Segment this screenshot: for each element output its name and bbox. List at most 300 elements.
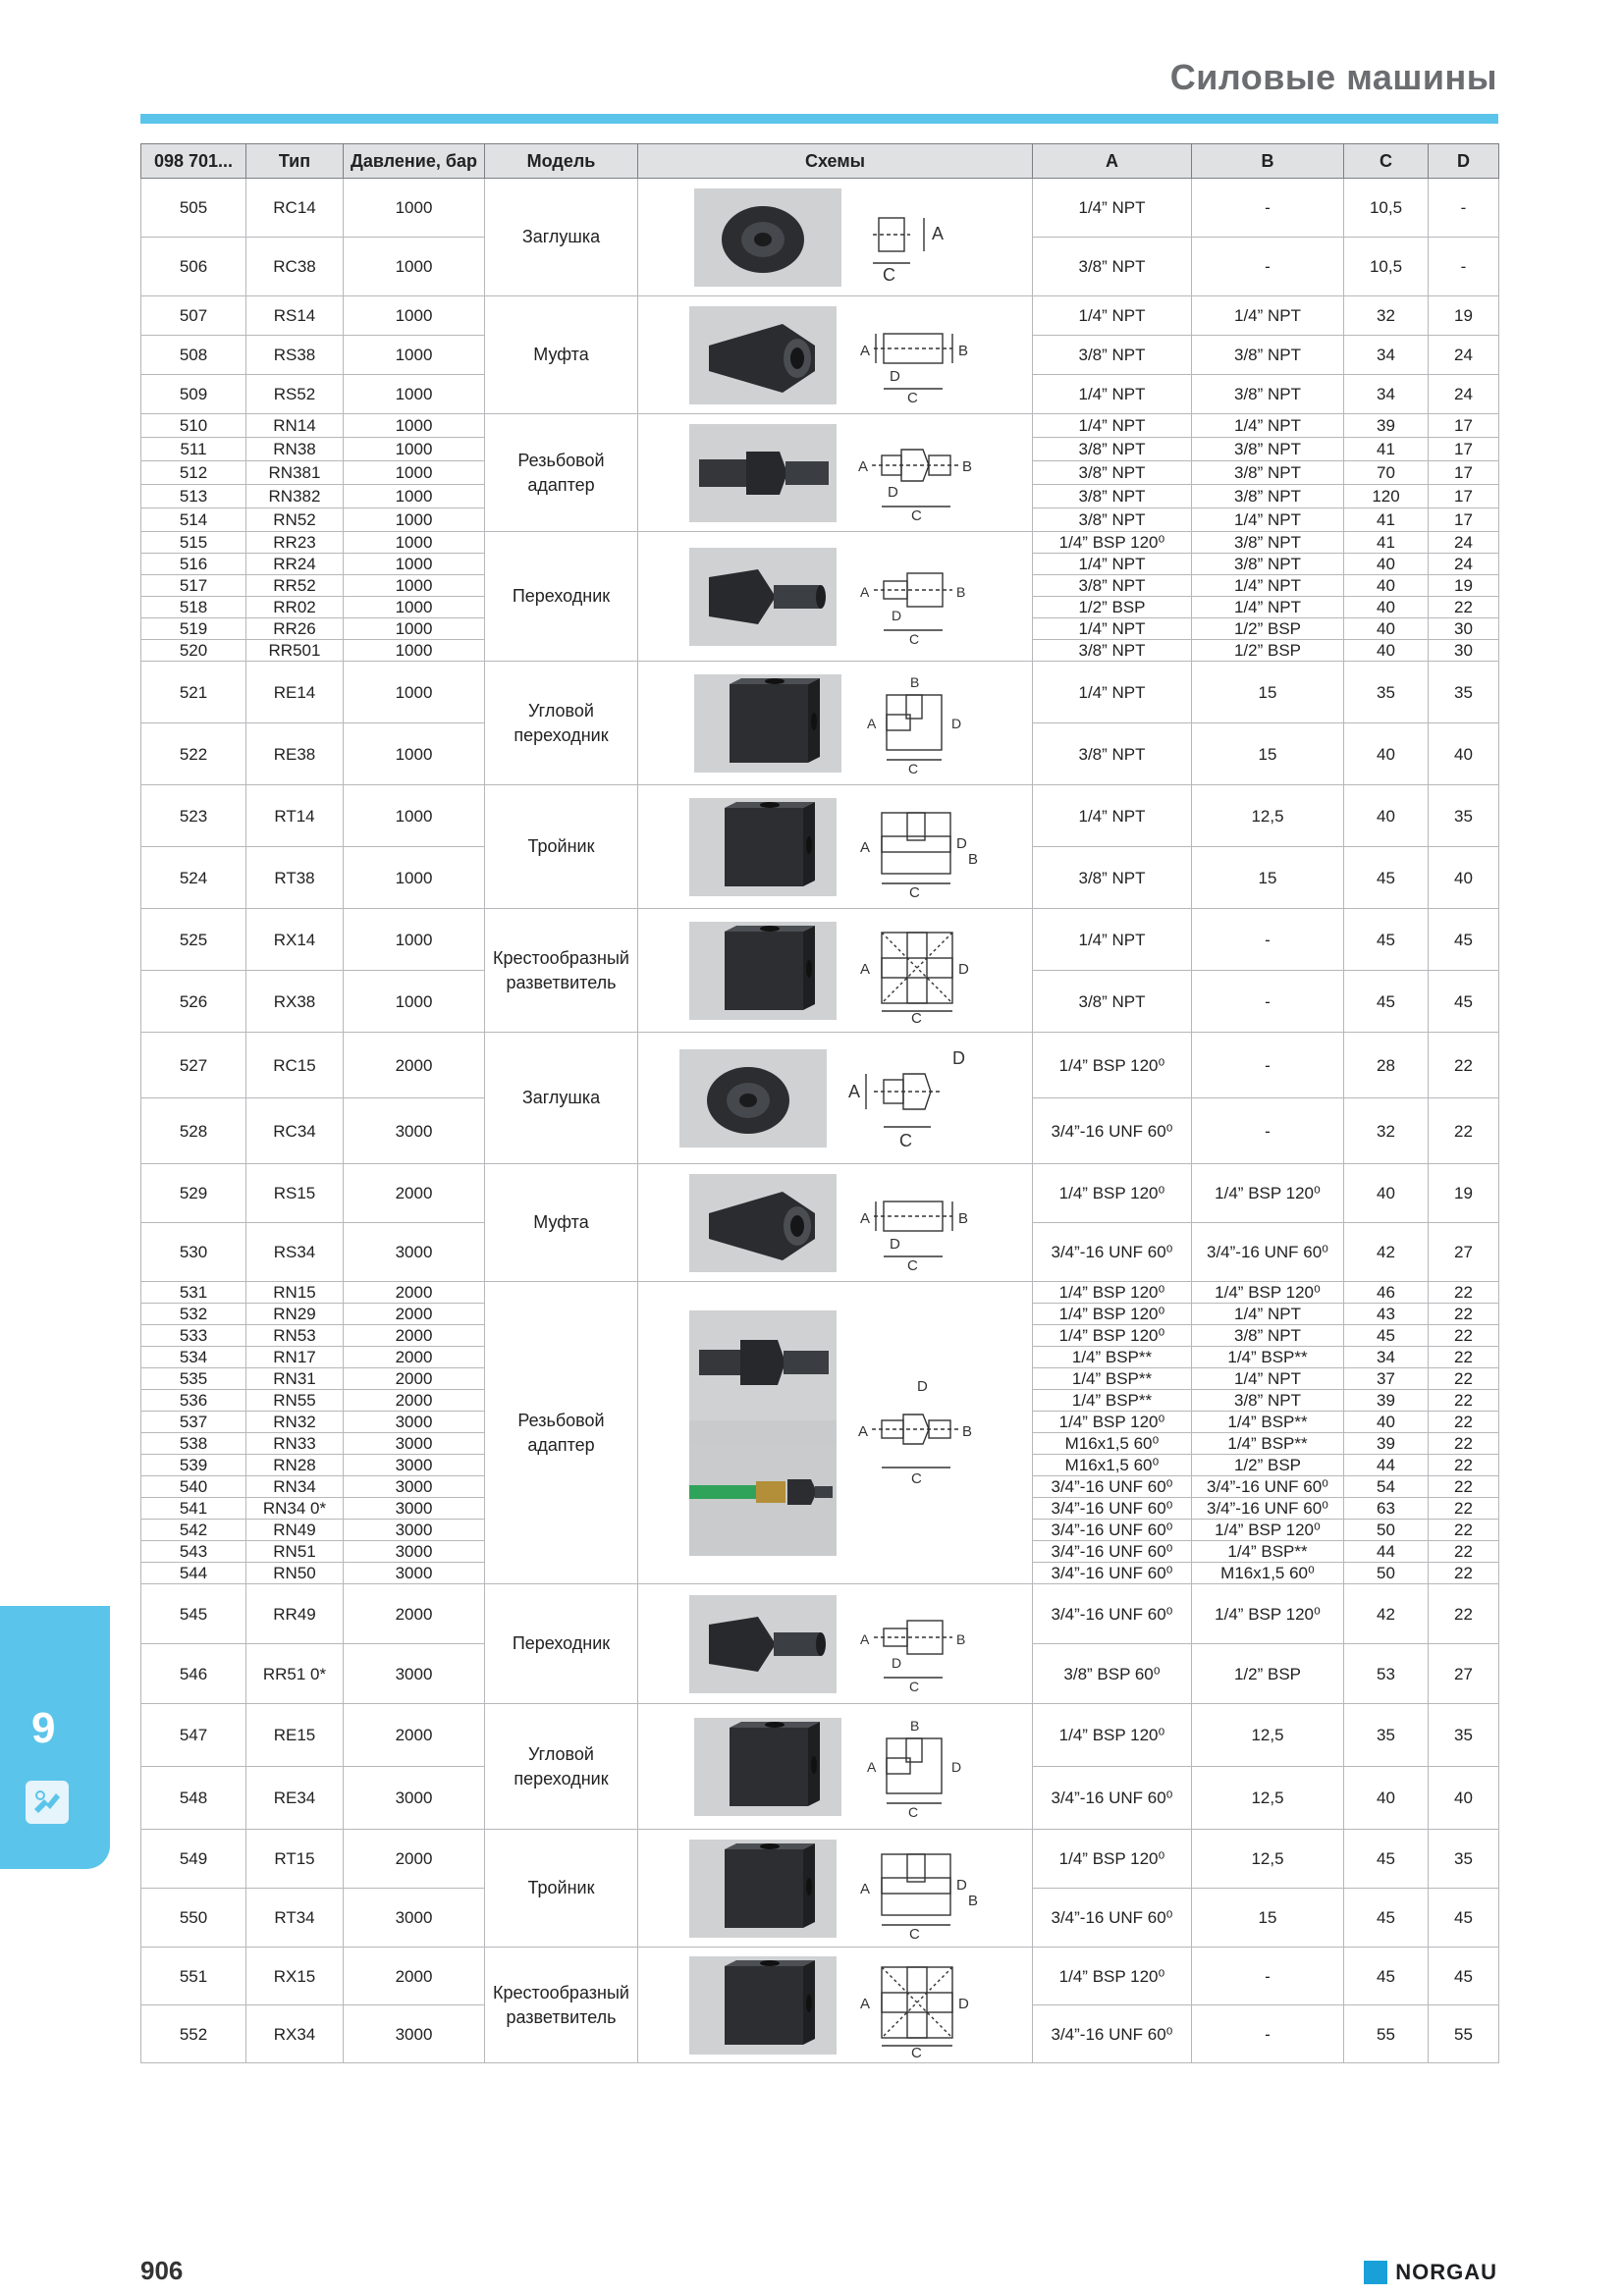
dim-c-cell: 44 — [1344, 1455, 1429, 1476]
type-cell: RS38 — [246, 336, 344, 375]
svg-text:D: D — [955, 834, 967, 852]
dim-c-cell: 41 — [1344, 438, 1429, 461]
dim-b-cell: 3/8” NPT — [1192, 1390, 1344, 1412]
dim-c-cell: 45 — [1344, 1830, 1429, 1889]
dim-b-cell: 12,5 — [1192, 1704, 1344, 1767]
dim-a-cell: 3/4”-16 UNF 60⁰ — [1033, 1563, 1192, 1584]
article-cell: 516 — [141, 554, 246, 575]
type-cell: RE34 — [246, 1767, 344, 1830]
pressure-cell: 3000 — [344, 1498, 485, 1520]
dim-d-cell: 45 — [1429, 909, 1499, 971]
dim-a-cell: 3/4”-16 UNF 60⁰ — [1033, 1498, 1192, 1520]
model-cell: Резьбовой адаптер — [485, 1282, 638, 1584]
dim-a-cell: 1/4” BSP 120⁰ — [1033, 1282, 1192, 1304]
dim-d-cell: 22 — [1429, 1368, 1499, 1390]
type-cell: RR26 — [246, 618, 344, 640]
dim-c-cell: 50 — [1344, 1520, 1429, 1541]
dim-d-cell: 35 — [1429, 785, 1499, 847]
type-cell: RN15 — [246, 1282, 344, 1304]
article-cell: 535 — [141, 1368, 246, 1390]
dim-b-cell: 1/2” BSP — [1192, 618, 1344, 640]
dim-c-cell: 53 — [1344, 1644, 1429, 1704]
dim-b-cell: 1/4” NPT — [1192, 296, 1344, 336]
dim-d-cell: 19 — [1429, 1164, 1499, 1223]
scheme-cell — [638, 1948, 1033, 2063]
dim-a-cell: 3/8” NPT — [1033, 508, 1192, 532]
dim-d-cell: 22 — [1429, 1584, 1499, 1644]
article-cell: 545 — [141, 1584, 246, 1644]
article-cell: 521 — [141, 662, 246, 723]
dim-c-cell: 40 — [1344, 597, 1429, 618]
type-cell: RN38 — [246, 438, 344, 461]
article-cell: 523 — [141, 785, 246, 847]
article-cell: 512 — [141, 461, 246, 485]
dim-d-cell: 35 — [1429, 1830, 1499, 1889]
dim-b-cell: 1/4” BSP** — [1192, 1412, 1344, 1433]
svg-text:C: C — [906, 389, 918, 404]
type-cell: RC14 — [246, 179, 344, 238]
article-cell: 541 — [141, 1498, 246, 1520]
article-cell: 533 — [141, 1325, 246, 1347]
table-row — [141, 1584, 1499, 1644]
pressure-cell: 1000 — [344, 618, 485, 640]
svg-text:A: A — [857, 1422, 868, 1440]
dim-b-cell: 3/8” NPT — [1192, 375, 1344, 414]
pressure-cell: 3000 — [344, 1223, 485, 1282]
type-cell: RR49 — [246, 1584, 344, 1644]
dim-b-cell: 1/4” BSP 120⁰ — [1192, 1520, 1344, 1541]
article-cell: 552 — [141, 2005, 246, 2063]
dim-b-cell: - — [1192, 238, 1344, 296]
dim-c-cell: 39 — [1344, 414, 1429, 438]
pressure-cell: 3000 — [344, 2005, 485, 2063]
dim-a-cell: 1/4” BSP** — [1033, 1368, 1192, 1390]
dim-c-cell: 45 — [1344, 1948, 1429, 2005]
dim-a-cell: 3/8” NPT — [1033, 575, 1192, 597]
dim-d-cell: 45 — [1429, 971, 1499, 1033]
dim-c-cell: 34 — [1344, 1347, 1429, 1368]
dim-d-cell: 17 — [1429, 508, 1499, 532]
dim-a-cell: 3/8” BSP 60⁰ — [1033, 1644, 1192, 1704]
scheme-cell — [638, 1282, 1033, 1584]
scheme-cell — [638, 909, 1033, 1033]
model-cell: Переходник — [485, 1584, 638, 1704]
technical-drawing-icon — [854, 306, 982, 404]
type-cell: RR501 — [246, 640, 344, 662]
article-cell: 551 — [141, 1948, 246, 2005]
type-cell: RS52 — [246, 375, 344, 414]
type-cell: RR02 — [246, 597, 344, 618]
technical-drawing-icon — [854, 793, 982, 901]
dim-b-cell: 1/4” BSP 120⁰ — [1192, 1164, 1344, 1223]
svg-text:B: B — [909, 673, 919, 690]
svg-text:C: C — [910, 507, 922, 522]
dim-d-cell: 22 — [1429, 1563, 1499, 1584]
header-accent-bar — [140, 114, 1498, 124]
dim-c-cell: 40 — [1344, 1164, 1429, 1223]
dim-a-cell: 1/4” NPT — [1033, 179, 1192, 238]
pressure-cell: 1000 — [344, 438, 485, 461]
hydraulic-tool-icon — [26, 1781, 69, 1824]
dim-c-cell: 44 — [1344, 1541, 1429, 1563]
pressure-cell: 3000 — [344, 1476, 485, 1498]
model-cell: Заглушка — [485, 1033, 638, 1164]
scheme-cell — [638, 179, 1033, 296]
model-cell: Муфта — [485, 1164, 638, 1282]
dim-a-cell: 3/4”-16 UNF 60⁰ — [1033, 2005, 1192, 2063]
pressure-cell: 3000 — [344, 1541, 485, 1563]
dim-d-cell: 45 — [1429, 1948, 1499, 2005]
article-cell: 526 — [141, 971, 246, 1033]
dim-a-cell: 1/4” BSP 120⁰ — [1033, 1033, 1192, 1098]
product-photo — [689, 306, 837, 404]
product-photo — [694, 1718, 841, 1816]
dim-a-cell: 3/8” NPT — [1033, 971, 1192, 1033]
table-row — [141, 1830, 1499, 1889]
dim-a-cell: 1/4” BSP 120⁰ — [1033, 1704, 1192, 1767]
svg-text:A: A — [859, 1209, 870, 1227]
dim-b-cell: 1/4” BSP 120⁰ — [1192, 1584, 1344, 1644]
dim-a-cell: 1/4” NPT — [1033, 554, 1192, 575]
dim-c-cell: 120 — [1344, 485, 1429, 508]
article-cell: 542 — [141, 1520, 246, 1541]
dim-a-cell: 1/4” NPT — [1033, 662, 1192, 723]
pressure-cell: 2000 — [344, 1164, 485, 1223]
dim-a-cell: 1/4” NPT — [1033, 296, 1192, 336]
dim-d-cell: 24 — [1429, 532, 1499, 554]
dim-b-cell: 1/4” BSP 120⁰ — [1192, 1282, 1344, 1304]
dim-b-cell: - — [1192, 909, 1344, 971]
table-row — [141, 414, 1499, 438]
dim-a-cell: 3/4”-16 UNF 60⁰ — [1033, 1476, 1192, 1498]
dim-c-cell: 32 — [1344, 296, 1429, 336]
pressure-cell: 2000 — [344, 1704, 485, 1767]
svg-text:D: D — [891, 607, 901, 623]
svg-text:B: B — [967, 1892, 978, 1909]
article-cell: 518 — [141, 597, 246, 618]
dim-a-cell: 1/4” NPT — [1033, 375, 1192, 414]
dim-b-cell: 12,5 — [1192, 785, 1344, 847]
article-cell: 508 — [141, 336, 246, 375]
svg-text:B: B — [961, 1422, 972, 1440]
svg-text:A: A — [859, 1995, 870, 2012]
product-photo — [689, 798, 837, 896]
type-cell: RT38 — [246, 847, 344, 909]
dim-b-cell: 1/4” NPT — [1192, 508, 1344, 532]
pressure-cell: 1000 — [344, 554, 485, 575]
dim-d-cell: 22 — [1429, 1325, 1499, 1347]
type-cell: RN28 — [246, 1455, 344, 1476]
dim-d-cell: 22 — [1429, 1347, 1499, 1368]
dim-d-cell: 40 — [1429, 847, 1499, 909]
svg-text:C: C — [898, 1130, 912, 1150]
dim-c-cell: 41 — [1344, 532, 1429, 554]
pressure-cell: 1000 — [344, 508, 485, 532]
dim-a-cell: 3/8” NPT — [1033, 438, 1192, 461]
dim-b-cell: 12,5 — [1192, 1767, 1344, 1830]
dim-b-cell: 1/2” BSP — [1192, 1455, 1344, 1476]
pressure-cell: 3000 — [344, 1455, 485, 1476]
type-cell: RX14 — [246, 909, 344, 971]
dim-a-cell: 1/4” BSP 120⁰ — [1033, 1830, 1192, 1889]
dim-b-cell: 1/4” BSP** — [1192, 1541, 1344, 1563]
page-title: Силовые машины — [1169, 57, 1497, 97]
type-cell: RN50 — [246, 1563, 344, 1584]
type-cell: RE38 — [246, 723, 344, 785]
pressure-cell: 1000 — [344, 847, 485, 909]
dim-a-cell: 1/4” NPT — [1033, 909, 1192, 971]
fittings-table — [140, 143, 1499, 2063]
dim-a-cell: M16x1,5 60⁰ — [1033, 1433, 1192, 1455]
dim-a-cell: 3/4”-16 UNF 60⁰ — [1033, 1098, 1192, 1164]
pressure-cell: 3000 — [344, 1520, 485, 1541]
scheme-cell — [638, 532, 1033, 662]
dim-a-cell: M16x1,5 60⁰ — [1033, 1455, 1192, 1476]
dim-b-cell: - — [1192, 179, 1344, 238]
type-cell: RN53 — [246, 1325, 344, 1347]
dim-c-cell: 63 — [1344, 1498, 1429, 1520]
svg-text:A: A — [859, 1630, 869, 1647]
dim-c-cell: 40 — [1344, 1412, 1429, 1433]
dim-a-cell: 3/4”-16 UNF 60⁰ — [1033, 1223, 1192, 1282]
pressure-cell: 2000 — [344, 1390, 485, 1412]
product-photo — [689, 1174, 837, 1272]
dim-b-cell: 1/4” NPT — [1192, 1368, 1344, 1390]
article-cell: 548 — [141, 1767, 246, 1830]
product-photo — [689, 1840, 837, 1938]
product-photo — [689, 1595, 837, 1693]
type-cell: RR23 — [246, 532, 344, 554]
scheme-cell — [638, 662, 1033, 785]
dim-c-cell: 42 — [1344, 1584, 1429, 1644]
pressure-cell: 1000 — [344, 971, 485, 1033]
dim-b-cell: 3/8” NPT — [1192, 336, 1344, 375]
dim-b-cell: 3/4”-16 UNF 60⁰ — [1192, 1498, 1344, 1520]
technical-drawing-icon — [854, 1595, 982, 1693]
type-cell: RN33 — [246, 1433, 344, 1455]
pressure-cell: 1000 — [344, 375, 485, 414]
pressure-cell: 1000 — [344, 238, 485, 296]
table-row — [141, 1704, 1499, 1767]
scheme-cell — [638, 785, 1033, 909]
dim-a-cell: 1/4” BSP 120⁰ — [1033, 532, 1192, 554]
dim-a-cell: 3/8” NPT — [1033, 336, 1192, 375]
model-cell: Крестообразный разветвитель — [485, 909, 638, 1033]
type-cell: RN34 0* — [246, 1498, 344, 1520]
dim-d-cell: 22 — [1429, 1033, 1499, 1098]
dim-a-cell: 3/8” NPT — [1033, 485, 1192, 508]
pressure-cell: 1000 — [344, 785, 485, 847]
pressure-cell: 2000 — [344, 1282, 485, 1304]
dim-b-cell: 3/4”-16 UNF 60⁰ — [1192, 1476, 1344, 1498]
product-photo — [694, 674, 841, 773]
article-cell: 534 — [141, 1347, 246, 1368]
dim-c-cell: 41 — [1344, 508, 1429, 532]
dim-c-cell: 40 — [1344, 640, 1429, 662]
dim-b-cell: 15 — [1192, 662, 1344, 723]
dim-a-cell: 3/8” NPT — [1033, 461, 1192, 485]
svg-text:D: D — [889, 367, 900, 385]
technical-drawing-icon — [854, 424, 982, 522]
article-cell: 519 — [141, 618, 246, 640]
technical-drawing-icon — [859, 188, 977, 287]
svg-text:C: C — [908, 1678, 919, 1693]
dim-a-cell: 3/8” NPT — [1033, 640, 1192, 662]
dim-c-cell: 10,5 — [1344, 238, 1429, 296]
scheme-cell — [638, 1830, 1033, 1948]
technical-drawing-icon — [854, 1369, 982, 1497]
type-cell: RT34 — [246, 1889, 344, 1948]
table-row — [141, 1033, 1499, 1098]
technical-drawing-icon — [859, 669, 977, 777]
type-cell: RN29 — [246, 1304, 344, 1325]
type-cell: RE15 — [246, 1704, 344, 1767]
col-header-a: A — [1033, 144, 1192, 179]
dim-c-cell: 45 — [1344, 909, 1429, 971]
svg-text:B: B — [957, 1209, 968, 1227]
dim-b-cell: M16x1,5 60⁰ — [1192, 1563, 1344, 1584]
product-photo — [689, 922, 837, 1020]
dim-b-cell: 1/4” BSP** — [1192, 1347, 1344, 1368]
pressure-cell: 3000 — [344, 1098, 485, 1164]
svg-text:A: A — [866, 715, 876, 731]
col-header-d: D — [1429, 144, 1499, 179]
dim-b-cell: 3/8” NPT — [1192, 554, 1344, 575]
table-row — [141, 1948, 1499, 2005]
dim-d-cell: 22 — [1429, 1520, 1499, 1541]
dim-c-cell: 45 — [1344, 1889, 1429, 1948]
svg-text:C: C — [907, 760, 918, 776]
article-cell: 525 — [141, 909, 246, 971]
brand-logo — [1364, 2260, 1497, 2285]
pressure-cell: 1000 — [344, 532, 485, 554]
model-cell: Тройник — [485, 1830, 638, 1948]
table-header-row — [141, 144, 1499, 179]
pressure-cell: 2000 — [344, 1584, 485, 1644]
dim-b-cell: 15 — [1192, 847, 1344, 909]
pressure-cell: 1000 — [344, 640, 485, 662]
svg-text:A: A — [847, 1081, 860, 1101]
dim-a-cell: 1/4” BSP 120⁰ — [1033, 1948, 1192, 2005]
dim-c-cell: 40 — [1344, 1767, 1429, 1830]
svg-text:C: C — [910, 2044, 922, 2059]
type-cell: RE14 — [246, 662, 344, 723]
dim-d-cell: 22 — [1429, 1282, 1499, 1304]
dim-c-cell: 43 — [1344, 1304, 1429, 1325]
type-cell: RN31 — [246, 1368, 344, 1390]
dim-c-cell: 55 — [1344, 2005, 1429, 2063]
page-number: 906 — [140, 2256, 184, 2285]
table-row — [141, 1164, 1499, 1223]
dim-c-cell: 45 — [1344, 1325, 1429, 1347]
type-cell: RS14 — [246, 296, 344, 336]
type-cell: RN51 — [246, 1541, 344, 1563]
dim-c-cell: 37 — [1344, 1368, 1429, 1390]
model-cell: Переходник — [485, 532, 638, 662]
type-cell: RN52 — [246, 508, 344, 532]
pressure-cell: 3000 — [344, 1412, 485, 1433]
scheme-cell — [638, 1164, 1033, 1282]
dim-b-cell: 1/2” BSP — [1192, 1644, 1344, 1704]
type-cell: RS34 — [246, 1223, 344, 1282]
article-cell: 537 — [141, 1412, 246, 1433]
dim-a-cell: 3/4”-16 UNF 60⁰ — [1033, 1584, 1192, 1644]
svg-text:C: C — [906, 1256, 918, 1272]
article-cell: 539 — [141, 1455, 246, 1476]
dim-d-cell: 30 — [1429, 618, 1499, 640]
dim-c-cell: 10,5 — [1344, 179, 1429, 238]
pressure-cell: 2000 — [344, 1830, 485, 1889]
dim-b-cell: - — [1192, 1948, 1344, 2005]
model-cell: Угловой переходник — [485, 662, 638, 785]
svg-text:C: C — [910, 1469, 922, 1487]
pressure-cell: 1000 — [344, 575, 485, 597]
col-header-pressure: Давление, бар — [344, 144, 485, 179]
svg-text:D: D — [957, 960, 969, 978]
pressure-cell: 3000 — [344, 1433, 485, 1455]
dim-b-cell: 3/4”-16 UNF 60⁰ — [1192, 1223, 1344, 1282]
svg-text:A: A — [859, 960, 870, 978]
product-photo — [694, 188, 841, 287]
technical-drawing-icon — [844, 1044, 992, 1152]
svg-text:A: A — [859, 583, 869, 600]
dim-c-cell: 39 — [1344, 1433, 1429, 1455]
article-cell: 514 — [141, 508, 246, 532]
technical-drawing-icon — [859, 1713, 977, 1821]
svg-text:D: D — [891, 1654, 901, 1671]
dim-d-cell: 27 — [1429, 1644, 1499, 1704]
dim-d-cell: 22 — [1429, 1476, 1499, 1498]
type-cell: RS15 — [246, 1164, 344, 1223]
dim-c-cell: 40 — [1344, 618, 1429, 640]
technical-drawing-icon — [854, 1835, 982, 1943]
model-cell: Угловой переходник — [485, 1704, 638, 1830]
svg-text:A: A — [859, 1880, 870, 1897]
table-row — [141, 179, 1499, 238]
pressure-cell: 3000 — [344, 1889, 485, 1948]
article-cell: 547 — [141, 1704, 246, 1767]
svg-text:A: A — [931, 223, 944, 243]
dim-a-cell: 1/4” NPT — [1033, 414, 1192, 438]
article-cell: 529 — [141, 1164, 246, 1223]
svg-text:D: D — [951, 1047, 965, 1068]
dim-d-cell: 17 — [1429, 438, 1499, 461]
product-photo — [689, 1310, 837, 1556]
dim-d-cell: 40 — [1429, 1767, 1499, 1830]
dim-d-cell: 19 — [1429, 575, 1499, 597]
pressure-cell: 2000 — [344, 1948, 485, 2005]
scheme-cell — [638, 296, 1033, 414]
pressure-cell: 1000 — [344, 909, 485, 971]
svg-text:C: C — [907, 1803, 918, 1820]
article-cell: 543 — [141, 1541, 246, 1563]
article-cell: 536 — [141, 1390, 246, 1412]
dim-c-cell: 45 — [1344, 847, 1429, 909]
product-photo — [679, 1049, 827, 1148]
dim-d-cell: 45 — [1429, 1889, 1499, 1948]
svg-text:B: B — [967, 850, 978, 868]
dim-d-cell: 19 — [1429, 296, 1499, 336]
dim-a-cell: 3/4”-16 UNF 60⁰ — [1033, 1767, 1192, 1830]
type-cell: RR52 — [246, 575, 344, 597]
dim-d-cell: 35 — [1429, 662, 1499, 723]
dim-d-cell: 55 — [1429, 2005, 1499, 2063]
dim-c-cell: 42 — [1344, 1223, 1429, 1282]
article-cell: 522 — [141, 723, 246, 785]
svg-text:B: B — [909, 1717, 919, 1734]
article-cell: 546 — [141, 1644, 246, 1704]
dim-c-cell: 45 — [1344, 971, 1429, 1033]
